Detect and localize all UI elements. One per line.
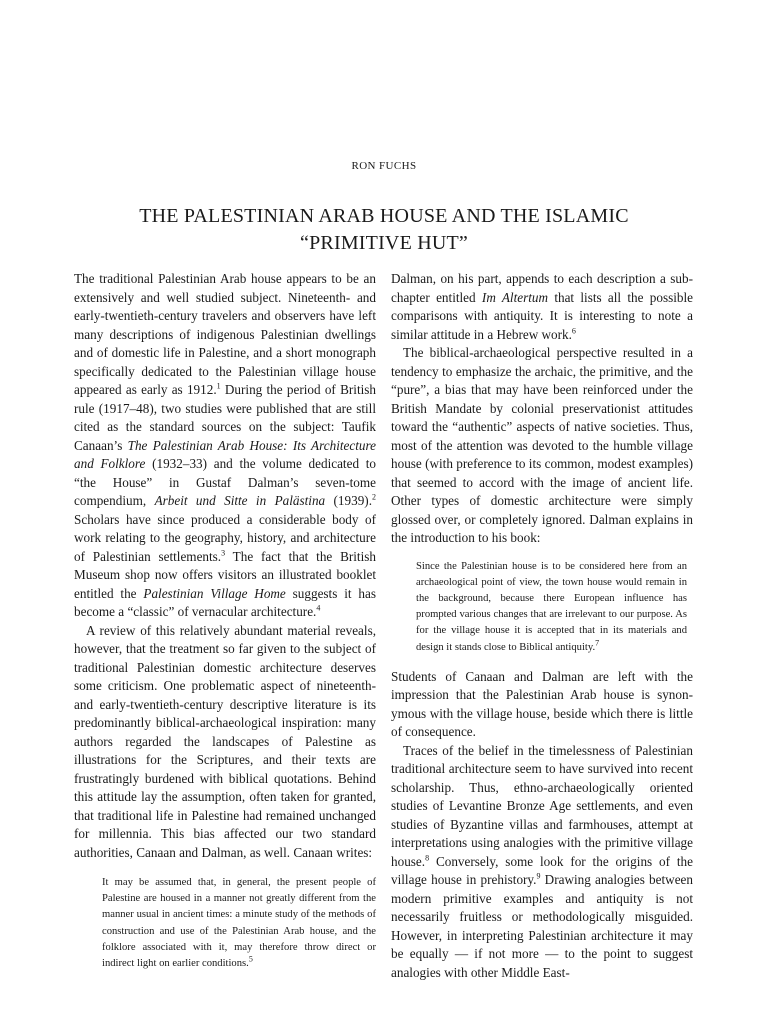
- book-title: The Palestinian Arab House: Its Architecture and Folklore: [74, 437, 376, 471]
- footnote-ref: 1: [216, 381, 221, 391]
- book-title: Palestinian Village Home: [143, 585, 286, 601]
- footnote-ref: 2: [372, 492, 376, 502]
- footnote-ref: 9: [536, 871, 541, 881]
- title-line-2: “PRIMITIVE HUT”: [300, 232, 468, 254]
- author-name: RON FUCHS: [351, 160, 417, 172]
- book-title: Arbeit und Sitte in Palästina: [154, 493, 326, 508]
- left-column: [74, 270, 376, 972]
- paragraph: The traditional Palestinian Arab house appears to be an extensively and well studied subject. Nineteenth- and early-twentieth-century travelers and observers have left many descriptions of indigenous Palestinian dwellings and of domestic life in Palestine, and a short monograph specifically dedicated to the Palestinian village house appeared as early as 1912.$^1$ During the period of British rule (1917–48), two studies were published that are still cited as the standard sources on the subject: Taufik Canaan’s The Palestinian Arab House: Its Architecture and Folklore (1932–33) and the volume dedicated to “the House” in Gustaf Dalman’s seven-tome compendium, Arbeit und Sitte in Palästina (1939).$^2$ Scholars have since produced a considerable body of work relating to the geography, history, and architecture of Palestinian settlements.$^3$ The fact that the British Museum shop now offers visitors an illustrated booklet entitled the Palestinian Village Home suggests it has become a “classic” of vernacular architecture.$^4$: [74, 271, 376, 619]
- paragraph: Dalman, on his part, appends to each description a sub-chapter entitled Im Altertum that lists all the possible comparisons with antiquity. It is interesting to note a similar attitude in a Hebrew work.$^6$: [391, 271, 693, 342]
- block-quote: Since the Palestinian house is to be considered here from an archaeological point of view, the town house would remain in the background, because there European influence has prompted various changes that are irrelevant to our purpose. As for the village house it is accepted that in its materials and design it stands close to Biblical antiquity.$^7$: [416, 560, 687, 653]
- footnote-ref: 3: [221, 548, 226, 558]
- footnote-ref: 5: [248, 954, 253, 964]
- footnote-ref: 6: [571, 326, 576, 336]
- paragraph: A review of this relatively abundant material reveals, however, that the treatment so far given to the subject of traditional Palestinian domestic architecture deserves some criticism. One problematic aspect of nineteenth- and early-twentieth-century descriptive literature is its predominantly biblical-archaeological inspiration: many authors regarded the landscapes of Palestine as illustrations for the Scriptures, and their texts are frustratingly burdened with biblical quotations. Behind this attitude lay the assumption, often taken for granted, that traditional life in Palestine had remained unchanged for millennia. This bias affected our two standard authorities, Canaan and Dalman, as well. Canaan writes:: [74, 622, 376, 860]
- paragraph: Students of Canaan and Dalman are left with the impression that the Palestinian Arab house is synonymous with the village house, beside which there is little of consequence.: [391, 668, 693, 740]
- right-column: [391, 270, 693, 982]
- block-quote: It may be assumed that, in general, the present people of Palestine are housed in a manner not greatly different from the manner usual in ancient times: a minute study of the methods of construction and use of the Palestinian Arab house, and the folklore associated with it, may therefore throw direct or indirect light on earlier conditions.$^5$: [102, 877, 376, 970]
- footnote-ref: 7: [595, 637, 600, 647]
- footnote-ref: 4: [316, 603, 321, 613]
- book-title: Im Altertum: [481, 289, 549, 305]
- paragraph: Traces of the belief in the timelessness of Palestinian traditional architecture seem to have survived into recent scholarship. Thus, ethno-archaeologically oriented studies of Levantine Bronze Age settlements, and even studies of Byzantine villas and farmhouses, attempt at interpretations using analogies with the primitive village house.$^8$ Conversely, some look for the origins of the village house in prehistory.$^9$ Drawing analogies between modern primitive examples and antiquity is not necessarily fruitless or methodologically misguided. However, in interpreting Palestinian architecture it may be equally — if not more — to the point to suggest analogies with other Middle East-: [391, 742, 693, 980]
- title-line-1: THE PALESTINIAN ARAB HOUSE AND THE ISLAMIC: [139, 205, 629, 227]
- footnote-ref: 8: [425, 853, 430, 863]
- article-title: [0, 203, 768, 257]
- paragraph: The biblical-archaeological perspective resulted in a tendency to emphasize the archaic, the primitive, and the “pure”, a bias that may have been reinforced under the British Mandate by colonial preservationist attitudes toward the “authentic” aspects of native societies. Thus, most of the attention was devoted to the humble village house (with preference to its common, modest examples) that seemed to accord with the image of ancient life. Other types of domestic architecture were simply glossed over, or completely ignored. Dalman explains in the introduction to his book:: [391, 345, 693, 545]
